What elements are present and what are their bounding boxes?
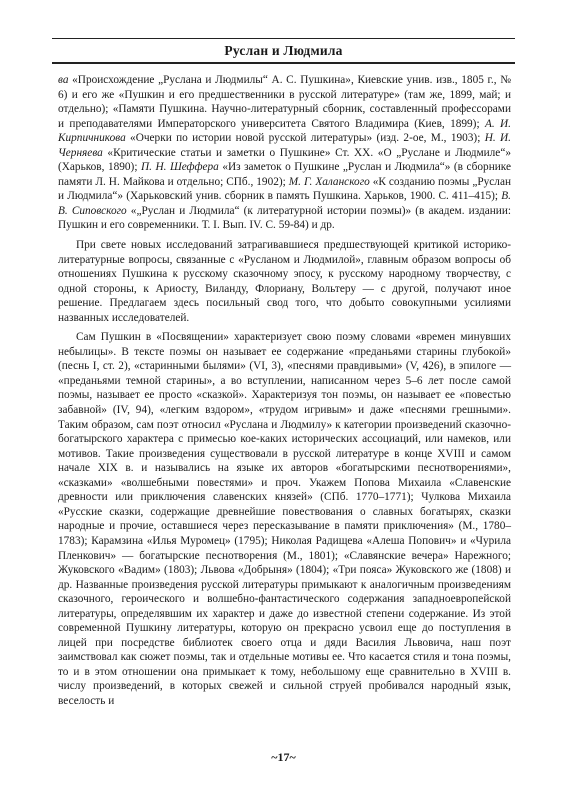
paragraph (58, 73, 511, 233)
italic-author-name: ва (58, 74, 69, 86)
paragraph-text: «Из заметок о Пушкине „Руслан и Людмила“» (в сборнике памяти Л. Н. Майкова и отдельно; СПб., 1902); (58, 161, 512, 188)
paragraph (58, 238, 511, 325)
italic-author-name: М. Г. Халанского (288, 175, 370, 188)
italic-author-name: А. И. Кирпичникова (58, 117, 511, 145)
running-title: Руслан и Людмила (224, 43, 343, 58)
page-number: ~17~ (271, 750, 296, 764)
header-rule-bottom (52, 62, 515, 64)
paragraph-text: «Очерки по истории новой русской литературы» (изд. 2-ое, М., 1903); (125, 132, 485, 145)
italic-author-name: П. Н. Шеффера (140, 161, 219, 174)
paragraph-text: «Критические статьи и заметки о Пушкине» Ст. XX. «О „Руслане и Людмиле“» (Харьков, 1890); (58, 146, 511, 174)
paragraph-text: Сам Пушкин в «Посвящении» характеризует свою поэму словами «времен минувших небылицы». В тексте поэмы он называет ее содержание «преданьями старины глубокой» (песнь I, ст. 2), «старинными былями» (VI, 3), «песнями правдивыми» (V, 426), в эпилоге — «преданьями темной старины», а во вступлении, написанном через 5–6 лет после самой поэмы, называет ее просто «сказкой». Характеризуя тон поэмы, он называет ее «повестью забавной» (IV, 94), «легким вздором», «трудом игривым» и даже «песнями грешными». Таким образом, сам поэт относил «Руслана и Людмилу» к категории произведений сказочно-богатырского характера с примесью кое-каких исторических ассоциаций, или намеков, или мотивов. Такие произведения существовали в русской литературе в конце XVIII и самом начале XIX в. и назывались на языке их авторов «богатырскими песнотворениями», «сказками» «волшебными повестями» и проч. Укажем Попова Михаила «Славенские древности или приключения славенских князей» (СПб. 1770–1771); Чулкова Михаила «Русские сказки, содержащие древнейшие повествования о славных богатырях, сказки народные и прочие, оставшиеся через пересказывание в памяти приключения» (М., 1780–1783); Карамзина «Илья Муромец» (1795); Николая Радищева «Алеша Попович» и «Чурила Пленкович» — богатырские песнотворения (М., 1801); «Славянские вечера» Нарежного; Жуковского «Вадим» (1803); Львова «Добрыня» (1804); «Три пояса» Жуковского же (1808) и др. Названные произведения русской литературы примыкают к аналогичным произведениям сказочного, героического и волшебно-фантастического содержания западноевропейской литературы, определявшим их характер и даже до известной степени содержание. Из этой современной Пушкину литературы, которую он прекрасно усвоил еще до поступления в лицей при посредстве библиотек своего отца и дяди Василия Львовича, наш поэт заимствовал как сюжет поэмы, так и отдельные мотивы ее. Что касается стиля и тона поэмы, то и в этом отношении она примыкает к тому, небольшому еще сравнительно в XVIII в. числу произведений, в которых свежей и сильной струей пробивался народный язык, веселость и (58, 331, 511, 707)
paragraph-text: «„Руслан и Людмила“ (к литературной истории поэмы)» (в академ. издании: Пушкин и его современники. Т. I. Вып. IV. С. 59-84) и др. (58, 204, 512, 232)
paragraph-text: При свете новых исследований затрагивавшиеся предшествующей критикой историко-литературные вопросы, связанные с «Русланом и Людмилой», главным образом вопросы об отношениях Пушкина к русскому сказочному эпосу, к русскому народному творчеству, с одной стороны, к Ариосту, Виланду, Флориану, Вольтеру — с другой, получают иное решение. Предлагаем здесь посильный свод того, что добыто совокупными усилиями названных исследователей. (58, 239, 511, 324)
running-header (52, 38, 515, 64)
paragraph-text: «К созданию поэмы „Руслан и Людмила“» (Харьковский унив. сборник в память Пушкина. Харьков, 1900. С. 411–415); (58, 175, 511, 203)
paragraph-text: «Происхождение „Руслана и Людмилы“ А. С. Пушкина», Киевские унив. изв., 1805 г., № 6) и его же «Пушкин и его предшественники в русской литературе» (там же, 1899, май; и отдельно); «Памяти Пушкина. Научно-литературный сборник, составленный профессорами и преподавателями Императорского университета Святого Владимира (Киев, 1899); (58, 74, 511, 130)
paragraph (58, 330, 511, 708)
italic-author-name: В. В. Сиповского (58, 190, 511, 217)
header-rule-top (52, 38, 515, 39)
page-body (58, 73, 511, 709)
italic-author-name: Н. И. Черняева (58, 132, 511, 159)
